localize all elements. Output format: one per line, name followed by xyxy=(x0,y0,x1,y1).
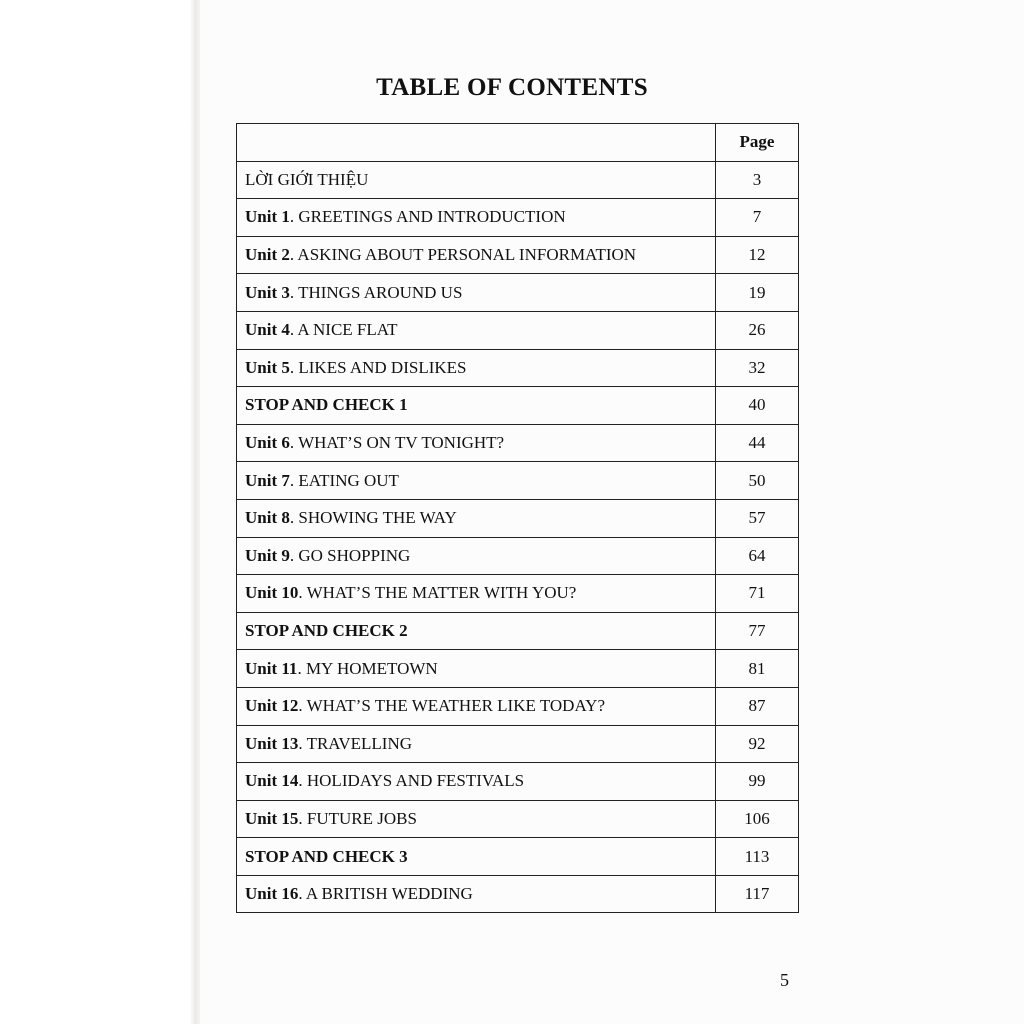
toc-entry-title: . EATING OUT xyxy=(289,470,399,490)
toc-entry-title: LỜI GIỚI THIỆU xyxy=(245,169,369,189)
toc-entry-page: 99 xyxy=(716,763,799,801)
toc-entry-number: Unit 2 xyxy=(245,245,290,265)
toc-entry-title: . HOLIDAYS AND FESTIVALS xyxy=(298,771,525,791)
toc-row xyxy=(237,311,799,349)
toc-entry-page: 3 xyxy=(716,161,799,199)
toc-entry-number: Unit 5 xyxy=(245,357,290,377)
toc-row xyxy=(237,800,799,838)
toc-entry-number: Unit 16 xyxy=(245,884,299,904)
toc-entry xyxy=(237,763,716,801)
toc-entry-title: . FUTURE JOBS xyxy=(298,808,417,828)
toc-row xyxy=(237,199,799,237)
toc-entry xyxy=(237,650,716,688)
toc-entry-page: 117 xyxy=(716,875,799,913)
toc-row xyxy=(237,387,799,425)
toc-entry xyxy=(237,236,716,274)
toc-entry xyxy=(237,387,716,425)
toc-entry-number: Unit 11 xyxy=(245,658,298,678)
toc-entry xyxy=(237,462,716,500)
toc-entry-title: . MY HOMETOWN xyxy=(297,658,438,678)
toc-entry-page: 113 xyxy=(716,838,799,876)
toc-entry xyxy=(237,349,716,387)
toc-row xyxy=(237,838,799,876)
toc-entry-title: . WHAT’S ON TV TONIGHT? xyxy=(289,433,505,453)
toc-row xyxy=(237,349,799,387)
toc-entry-page: 32 xyxy=(716,349,799,387)
toc-entry xyxy=(237,875,716,913)
toc-row xyxy=(237,462,799,500)
toc-entry xyxy=(237,274,716,312)
toc-entry-number: Unit 14 xyxy=(245,771,299,791)
toc-header-entry xyxy=(237,124,716,162)
toc-row xyxy=(237,875,799,913)
toc-entry xyxy=(237,612,716,650)
toc-entry xyxy=(237,499,716,537)
toc-entry-number: STOP AND CHECK 2 xyxy=(245,621,408,641)
toc-entry xyxy=(237,800,716,838)
toc-entry xyxy=(237,537,716,575)
toc-header-row xyxy=(237,124,799,162)
toc-entry-page: 64 xyxy=(716,537,799,575)
toc-entry-page: 81 xyxy=(716,650,799,688)
toc-entry-number: Unit 15 xyxy=(245,808,299,828)
toc-entry-title: . ASKING ABOUT PERSONAL INFORMATION xyxy=(289,245,637,265)
toc-entry-page: 77 xyxy=(716,612,799,650)
toc-row xyxy=(237,725,799,763)
toc-entry-title: . GO SHOPPING xyxy=(289,545,411,565)
toc-entry-page: 92 xyxy=(716,725,799,763)
toc-entry-number: Unit 13 xyxy=(245,733,299,753)
toc-entry xyxy=(237,161,716,199)
toc-entry xyxy=(237,687,716,725)
toc-entry-number: Unit 9 xyxy=(245,545,290,565)
toc-entry xyxy=(237,424,716,462)
toc-entry-number: Unit 1 xyxy=(245,207,290,227)
toc-entry-title: . WHAT’S THE MATTER WITH YOU? xyxy=(298,583,577,603)
toc-row xyxy=(237,763,799,801)
toc-entry-page: 106 xyxy=(716,800,799,838)
page-title: TABLE OF CONTENTS xyxy=(376,74,648,101)
toc-entry-number: Unit 8 xyxy=(245,508,290,528)
toc-entry-page: 26 xyxy=(716,311,799,349)
toc-row xyxy=(237,499,799,537)
toc-entry-title: . LIKES AND DISLIKES xyxy=(289,357,467,377)
toc-entry-page: 50 xyxy=(716,462,799,500)
toc-entry-title: . THINGS AROUND US xyxy=(289,282,463,302)
toc-row xyxy=(237,424,799,462)
toc-header-page: Page xyxy=(716,124,799,162)
toc-entry-page: 12 xyxy=(716,236,799,274)
toc-entry-title: . A NICE FLAT xyxy=(289,320,398,340)
toc-entry-page: 71 xyxy=(716,575,799,613)
toc-row xyxy=(237,537,799,575)
toc-entry xyxy=(237,199,716,237)
toc-entry-page: 87 xyxy=(716,687,799,725)
toc-row xyxy=(237,161,799,199)
toc-entry-number: Unit 6 xyxy=(245,433,290,453)
toc-entry-number: Unit 3 xyxy=(245,282,290,302)
toc-entry xyxy=(237,725,716,763)
toc-entry-title: . TRAVELLING xyxy=(298,733,413,753)
toc-entry-number: Unit 10 xyxy=(245,583,299,603)
toc-entry xyxy=(237,575,716,613)
toc-row xyxy=(237,687,799,725)
toc-row xyxy=(237,236,799,274)
toc-row xyxy=(237,274,799,312)
book-spine xyxy=(0,0,200,1024)
toc-entry-page: 7 xyxy=(716,199,799,237)
toc-row xyxy=(237,612,799,650)
toc-entry xyxy=(237,311,716,349)
toc-row xyxy=(237,650,799,688)
toc-table xyxy=(236,123,799,913)
toc-entry-page: 57 xyxy=(716,499,799,537)
toc-entry-number: STOP AND CHECK 1 xyxy=(245,395,408,415)
toc-row xyxy=(237,575,799,613)
toc-entry-title: . WHAT’S THE WEATHER LIKE TODAY? xyxy=(298,696,605,716)
toc-entry-title: . SHOWING THE WAY xyxy=(289,508,457,528)
toc-entry-number: Unit 12 xyxy=(245,696,299,716)
toc-entry-page: 40 xyxy=(716,387,799,425)
toc-entry-number: STOP AND CHECK 3 xyxy=(245,846,408,866)
toc-entry-page: 19 xyxy=(716,274,799,312)
toc-entry-title: . GREETINGS AND INTRODUCTION xyxy=(289,207,566,227)
toc-entry-title: . A BRITISH WEDDING xyxy=(298,884,473,904)
toc-entry-page: 44 xyxy=(716,424,799,462)
toc-entry-number: Unit 7 xyxy=(245,470,290,490)
page-number: 5 xyxy=(780,970,789,990)
toc-entry-number: Unit 4 xyxy=(245,320,290,340)
toc-entry xyxy=(237,838,716,876)
